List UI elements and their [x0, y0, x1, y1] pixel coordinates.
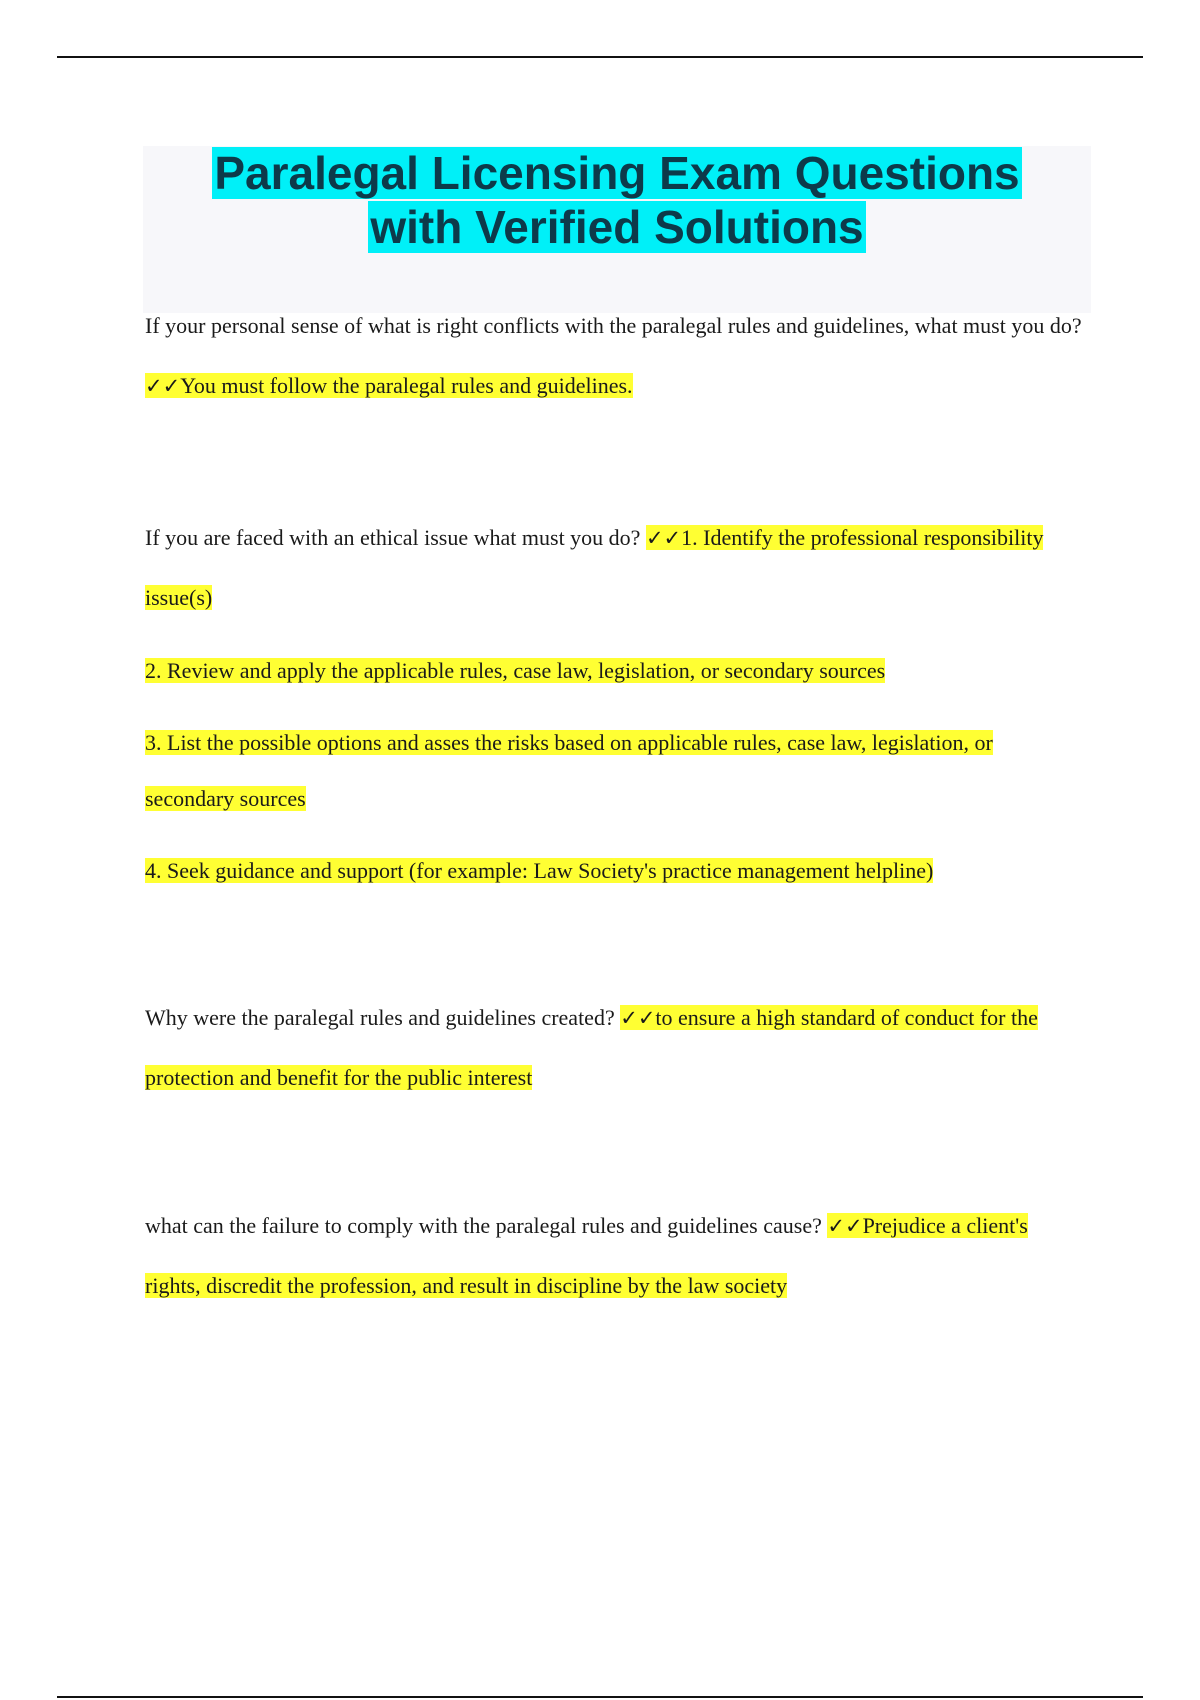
qa-item-2 [145, 508, 1085, 628]
answer-step-3 [145, 715, 1085, 827]
answer-step-text: 4. Seek guidance and support (for example: Law Society's practice management helpline) [145, 858, 934, 883]
answer-text: 1. Identify the professional responsibility issue(s) [145, 525, 1044, 610]
qa-item-4 [145, 1196, 1085, 1316]
answer-text: Prejudice a client's rights, discredit the profession, and result in discipline by the law society [145, 1213, 1028, 1298]
question-text: Why were the paralegal rules and guidelines created? [145, 1005, 615, 1030]
qa-item-1 [145, 296, 1085, 416]
check-icon: ✓✓ [645, 526, 682, 550]
title-line-2: with Verified Solutions [370, 201, 864, 253]
answer-step-text: 3. List the possible options and asses the risks based on applicable rules, case law, legislation, or secondary sources [145, 730, 993, 811]
footer-rule [57, 1696, 1143, 1698]
answer-text: You must follow the paralegal rules and guidelines. [180, 373, 633, 398]
answer-highlight [145, 373, 633, 398]
document-title [143, 146, 1091, 254]
check-icon: ✓✓ [827, 1214, 863, 1238]
title-box [143, 146, 1091, 313]
question-text: what can the failure to comply with the paralegal rules and guidelines cause? [145, 1213, 822, 1238]
question-text: If your personal sense of what is right conflicts with the paralegal rules and guidelines, what must you do? [145, 313, 1082, 338]
qa-item-3 [145, 988, 1085, 1108]
question-text: If you are faced with an ethical issue what must you do? [145, 525, 641, 550]
answer-step-text: 2. Review and apply the applicable rules, case law, legislation, or secondary sources [145, 658, 886, 683]
check-icon: ✓✓ [145, 374, 181, 398]
header-rule [57, 56, 1143, 58]
answer-step-2 [145, 643, 1085, 699]
answer-text: to ensure a high standard of conduct for the protection and benefit for the public interest [145, 1005, 1038, 1090]
check-icon: ✓✓ [620, 1006, 656, 1030]
answer-step-4 [145, 843, 1085, 899]
title-line-1: Paralegal Licensing Exam Questions [214, 147, 1020, 199]
